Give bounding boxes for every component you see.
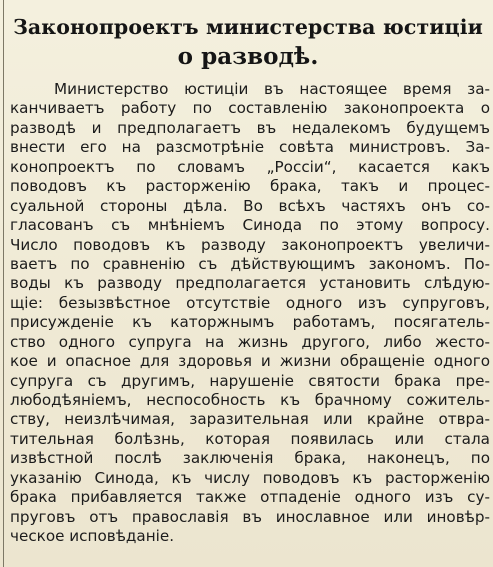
body-line: суальной стороны дѣла. Во всѣхъ частяхъ онъ со- [10,196,490,215]
body-line: указанію Синода, къ числу поводовъ къ расторженію [10,468,490,487]
body-line: любодѣяніемъ, неспособность къ брачному сожитель- [10,391,490,409]
body-line: извѣстной послѣ заключенія брака, наконецъ, по [10,449,490,468]
body-line: гласованъ съ мнѣніемъ Синода по этому вопросу. [10,216,490,235]
body-line: щіе: безызвѣстное отсутствіе одного изъ супруговъ, [10,293,490,312]
body-line: брака прибавляется также отпаденіе одного изъ су- [10,488,490,507]
body-line: Число поводовъ къ разводу законопроектъ увеличи- [10,235,490,254]
column-rule [3,0,4,567]
body-line: тительная болѣзнь, которая появилась или стала [10,429,490,448]
article-body [10,80,490,547]
title-line: Законопроектъ министерства юстиціи [13,15,483,39]
body-line: канчиваетъ работу по составленію законопроекта о [10,99,490,118]
body-line: ческое исповѣданіе. [10,527,175,546]
body-line: воды къ разводу предполагается установить слѣдую- [10,274,490,293]
article-title [12,13,484,71]
body-line: конопроектъ по словамъ „Россіи“, касается какъ [10,157,490,176]
body-line: ству, неизлѣчимая, заразительная или крайне отвра- [10,410,490,429]
body-line: поводовъ къ расторженію брака, такъ и процес- [10,177,490,196]
body-line: Министерство юстиціи въ настоящее время за- [54,80,490,98]
body-line: ваетъ по сравненію съ дѣйствующимъ закономъ. По- [10,254,490,273]
body-line: супруга съ другимъ, нарушеніе святости брака пре- [10,371,490,390]
body-line: разводѣ и предполагаетъ въ недалекомъ будущемъ [10,118,490,137]
title-line: о разводѣ. [177,43,319,70]
body-line: ство одного супруга на жизнь другого, либо жесто- [10,332,490,351]
body-line: кое и опасное для здоровья и жизни обращеніе одного [10,352,490,371]
body-line: пруговъ отъ православія въ инославное или иновѣр- [10,507,490,526]
body-line: присужденіе къ каторжнымъ работамъ, посягатель- [10,313,490,332]
body-line: внести его на разсмотрѣніе совѣта министровъ. За- [10,138,490,157]
